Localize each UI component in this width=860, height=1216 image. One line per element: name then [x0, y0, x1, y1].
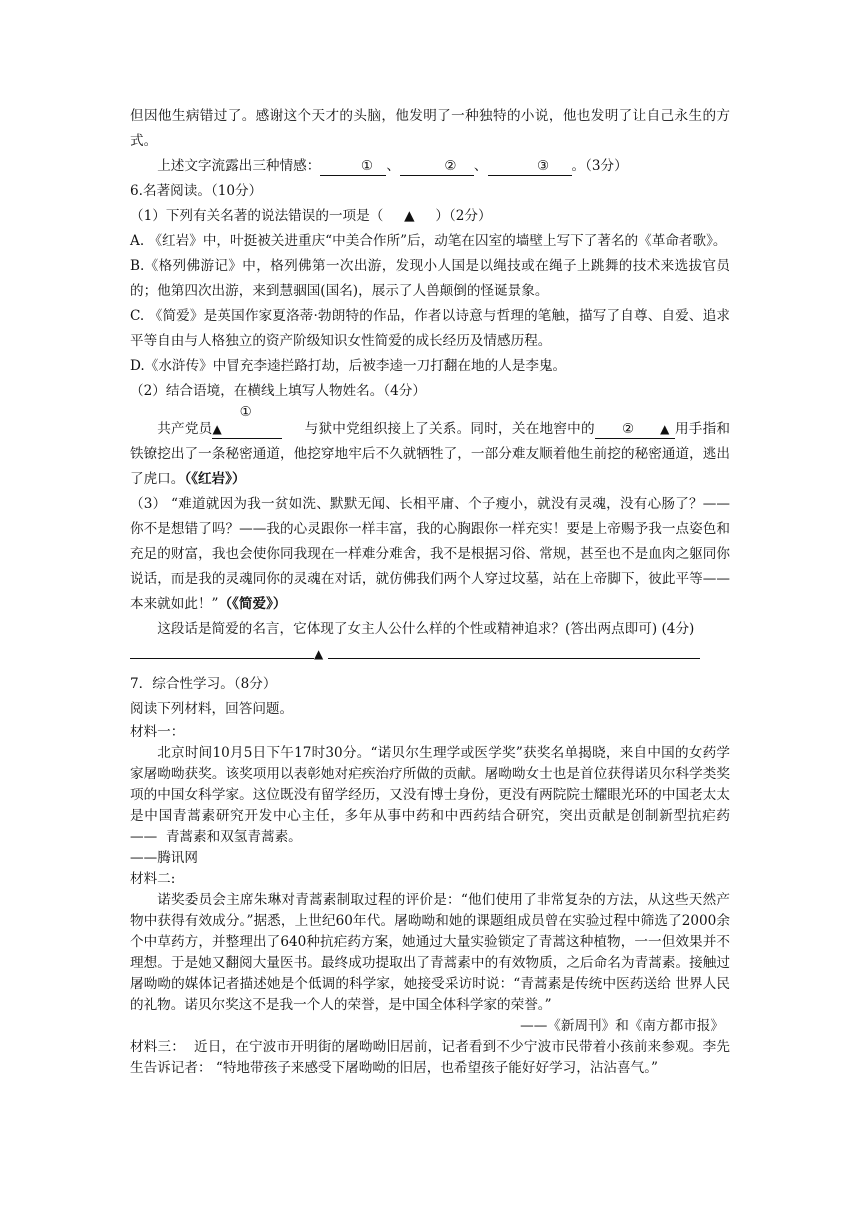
exam-page — [130, 104, 730, 1079]
intro-question — [130, 154, 730, 179]
material-2-source: ——《新周刊》和《南方都市报》 — [520, 1018, 724, 1034]
material-3-body: 近日，在宁波市开明街的屠呦呦旧居前，记者看到不少宁波市民带着小孩前来参观。李先生告诉记者： “特地带孩子来感受下屠呦呦的旧居，也希望孩子能好好学习，沾沾喜气。” — [130, 1039, 730, 1076]
answer-blank-2[interactable]: ② — [400, 158, 474, 176]
option-a: A. 《红岩》中，叶挺被关进重庆“中美合作所”后，动笔在囚室的墙壁上写下了著名的《革命者歌》。 — [130, 233, 727, 249]
material-3-label: 材料三： — [130, 1039, 185, 1055]
blank-number: ② — [621, 421, 635, 437]
material-1-tail: 青蒿素和双氢青蒿素。 — [165, 829, 302, 845]
q6-sub2-text-a: 共产党员 — [157, 421, 213, 437]
answer-mark[interactable]: ▲ — [404, 208, 415, 224]
q6-sub1-prefix: （1）下列有关名著的说法错误的一项是（ — [130, 208, 384, 224]
separator: 、 — [386, 158, 400, 174]
q6-sub1-suffix: ）（2分） — [435, 208, 492, 224]
q6-title: 6.名著阅读。（10分） — [130, 183, 263, 199]
material-1-text — [130, 743, 730, 848]
q6-sub2-title: （2）结合语境，在横线上填写人物姓名。（4分） — [130, 383, 426, 399]
source-hongyan: （《红岩》） — [184, 471, 246, 487]
material-1-label: 材料一： — [130, 724, 185, 740]
material-2-text: 诺奖委员会主席朱琳对青蒿素制取过程的评价是：“他们使用了非常复杂的方法，从这些天然产物中获得有效成分。”据悉，上世纪60年代。屠呦呦和她的课题组成员曾在实验过程中筛选了2000余个中草药方，并整理出了640种抗疟药方案，她通过大量实验锁定了青蒿这种植物，一一但效果并不理想。于是她又翻阅大量医书。最终成功提取出了青蒿素中的有效物质，之后命名为青蒿素。接触过屠呦呦的媒体记者描述她是个低调的科学家，她接受采访时说：“青蒿素是传统中医药送给 世界人民的礼物。诺贝尔奖这不是我一个人的荣誉，是中国全体科学家的荣誉。” — [130, 892, 730, 1013]
q7-instruction: 阅读下列材料，回答问题。 — [130, 701, 294, 717]
answer-blank-3[interactable]: ③ — [488, 158, 572, 176]
answer-mark: ▲ — [212, 422, 222, 436]
intro-question-prefix: 上述文字流露出三种情感： — [157, 158, 321, 174]
answer-mark: ▲ — [314, 647, 324, 661]
separator: 、 — [473, 158, 488, 174]
material-1-source: ——腾讯网 — [130, 850, 198, 866]
option-d: D.《水浒传》中冒充李逵拦路打劫，后被李逵一刀打翻在地的人是李鬼。 — [130, 358, 567, 374]
q6-sub1-question — [130, 204, 730, 229]
option-c: C. 《简爱》是英国作家夏洛蒂·勃朗特的作品，作者以诗意与哲理的笔触，描写了自尊、自爱、追求平等自由与人格独立的资产阶级知识女性简爱的成长经历及情感历程。 — [130, 308, 730, 349]
intro-paragraph: 但因他生病错过了。感谢这个天才的头脑，他发明了一种独特的小说，他也发明了让自己永生的方式。 — [130, 108, 730, 149]
blank-number: ① — [239, 404, 252, 420]
name-blank-2[interactable] — [595, 421, 675, 439]
source-jane-eyre: （《简爱》） — [218, 596, 287, 612]
answer-blank-1[interactable]: ① — [320, 158, 386, 176]
q6-sub3-question: 这段话是简爱的名言，它体现了女主人公什么样的个性或精神追求？(答出两点即可) (4分) — [157, 621, 695, 637]
material-1-body: 北京时间10月5日下午17时30分。“诺贝尔生理学或医学奖”获奖名单揭晓，来自中国的女药学家屠呦呦获奖。该奖项用以表彰她对疟疾治疗所做的贡献。屠呦呦女士也是首位获得诺贝尔科学类奖项的中国女科学家。这位既没有留学经历，又没有博士身份，更没有两院院士耀眼光环的中国老太太是中国青蒿素研究开发中心主任，多年从事中药和中西药结合研究，突出贡献是创制新型抗疟药—— — [130, 745, 730, 845]
jane-eyre-quote: （3） “难道就因为我一贫如洗、默默无闻、长相平庸、个子瘦小，就没有灵魂，没有心肠了？——你不是想错了吗？——我的心灵跟你一样丰富，我的心胸跟你一样充实！要是上帝赐予我一点姿色和充足的财富，我也会使你同我现在一样难分难舍，我不是根据习俗、常规，甚至也不是血肉之躯同你说话，而是我的灵魂同你的灵魂在对话，就仿佛我们两个人穿过坟墓，站在上帝脚下，彼此平等——本来就如此！” — [130, 496, 730, 612]
q6-sub2-passage — [130, 404, 730, 492]
answer-line-right — [328, 658, 700, 659]
points-label: 。（3分） — [571, 158, 628, 174]
answer-line[interactable] — [130, 644, 730, 666]
option-b: B.《格列佛游记》中，格列佛第一次出游，发现小人国是以绳技或在绳子上跳舞的技术来选拔官员的；他第四次出游，来到慧骃国(国名)，展示了人兽颠倒的怪诞景象。 — [130, 258, 730, 299]
name-blank-1[interactable] — [212, 404, 282, 439]
answer-mark: ▲ — [660, 422, 670, 436]
q6-sub3-quote — [130, 492, 730, 617]
q7-title: 7．综合性学习。（8分） — [130, 676, 277, 692]
material-3-text — [130, 1037, 730, 1079]
answer-line-left — [130, 658, 314, 659]
material-2-label: 材料二: — [130, 871, 176, 887]
q6-sub2-text-c: 用手指和铁镣挖出了一条秘密通道，他挖穿地牢后不久就牺牲了，一部分难友顺着他生前挖的秘密通道，逃出了虎口。 — [130, 421, 731, 487]
q6-sub2-text-b: 与狱中党组织接上了关系。同时，关在地窖中的 — [304, 421, 595, 437]
